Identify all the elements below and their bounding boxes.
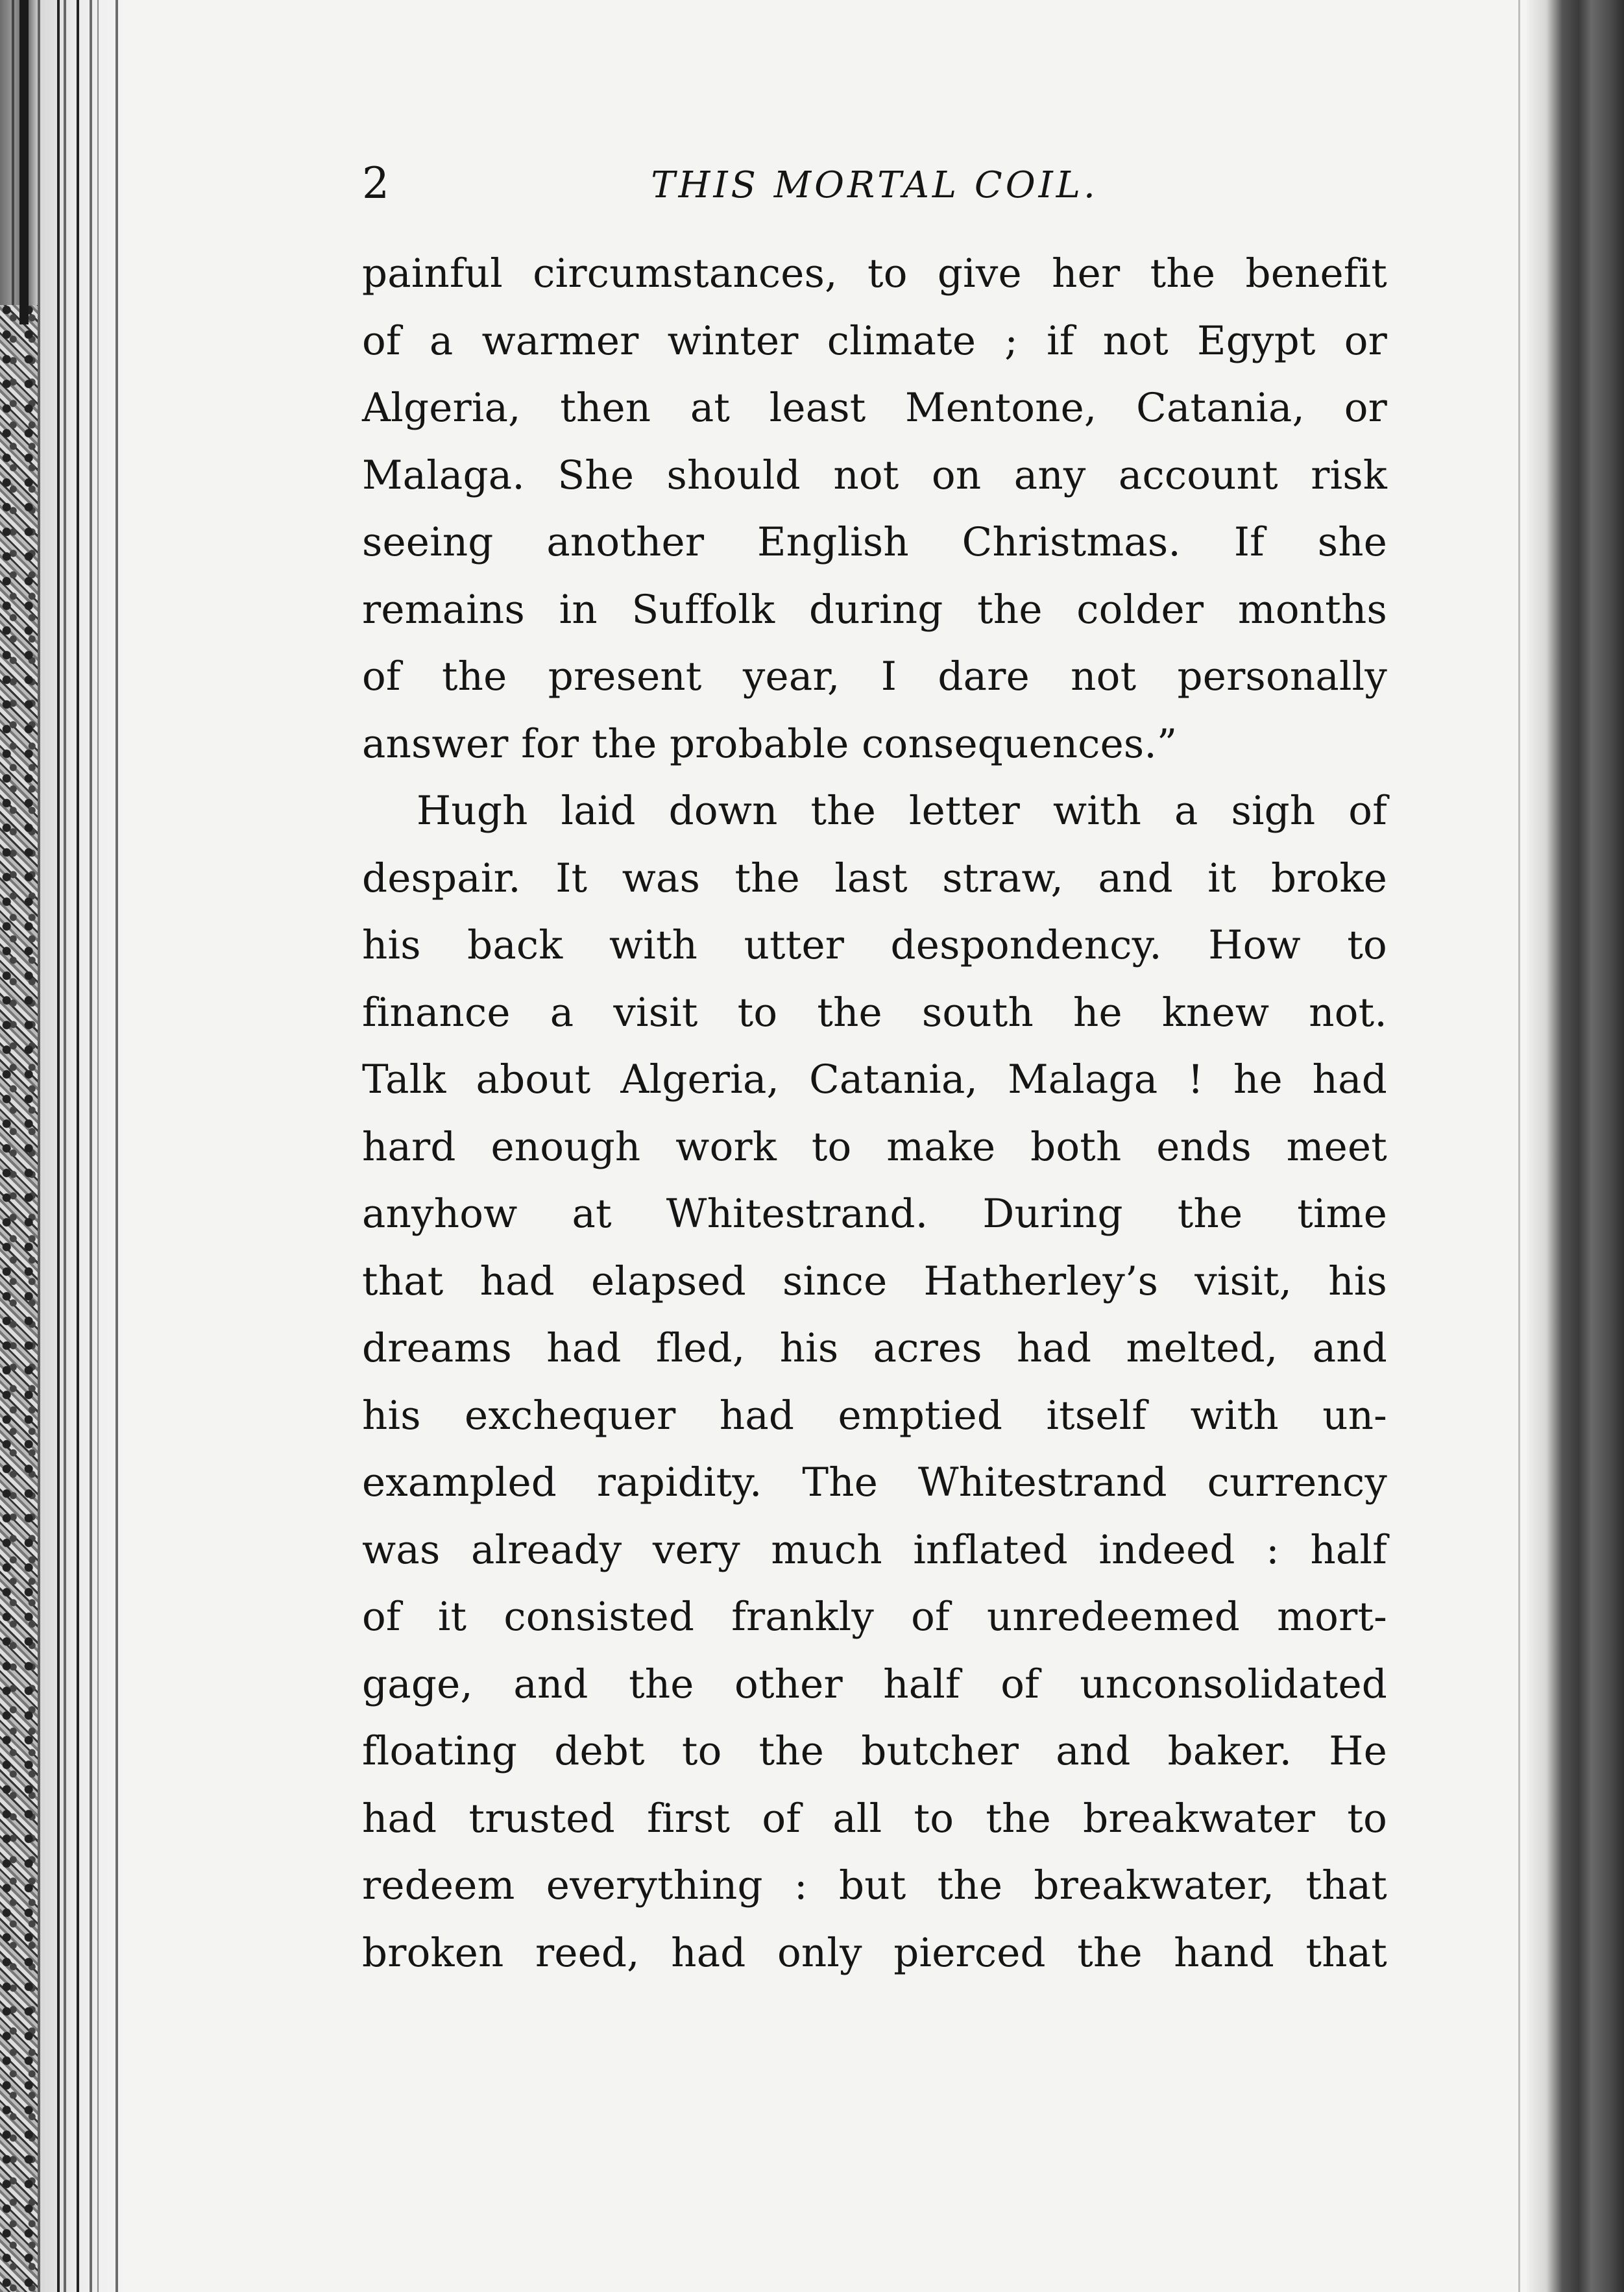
binding-rule-inner bbox=[97, 0, 99, 2292]
text-line: exampled rapidity. The Whitestrand currency bbox=[362, 1459, 1387, 1506]
text-line: floating debt to the butcher and baker. He bbox=[362, 1728, 1387, 1774]
text-line: was already very much inflated indeed : half bbox=[362, 1526, 1387, 1573]
text-line: painful circumstances, to give her the benefit bbox=[362, 250, 1387, 297]
text-line: seeing another English Christmas. If she bbox=[362, 519, 1387, 565]
text-line: his back with utter despondency. How to bbox=[362, 922, 1387, 968]
text-line: broken reed, had only pierced the hand that bbox=[362, 1929, 1387, 1976]
text-line: dreams had fled, his acres had melted, and bbox=[362, 1325, 1387, 1371]
text-line: remains in Suffolk during the colder months bbox=[362, 586, 1387, 633]
text-line: gage, and the other half of unconsolidated bbox=[362, 1661, 1387, 1707]
page-header bbox=[362, 158, 1387, 240]
text-line: hard enough work to make both ends meet bbox=[362, 1123, 1387, 1170]
text-line: Hugh laid down the letter with a sigh of bbox=[417, 788, 1387, 834]
book-page bbox=[362, 158, 1387, 1986]
text-line: finance a visit to the south he knew not. bbox=[362, 989, 1387, 1036]
gutter-shadow bbox=[19, 0, 29, 324]
marbled-page-edge bbox=[0, 305, 38, 2292]
fore-edge-shadow bbox=[1527, 0, 1624, 2292]
text-line: Talk about Algeria, Catania, Malaga ! he had bbox=[362, 1056, 1387, 1103]
binding-rule-left bbox=[57, 0, 60, 2292]
text-line: his exchequer had emptied itself with un- bbox=[362, 1392, 1387, 1439]
text-line: of it consisted frankly of unredeemed mort- bbox=[362, 1594, 1387, 1640]
page-number: 2 bbox=[362, 158, 389, 208]
text-line: redeem everything : but the breakwater, that bbox=[362, 1862, 1387, 1908]
page-fore-edge-line bbox=[1518, 0, 1520, 2292]
binding-rule-mid bbox=[77, 0, 79, 2292]
running-head: THIS MORTAL COIL. bbox=[651, 164, 1098, 206]
text-line: had trusted first of all to the breakwater to bbox=[362, 1795, 1387, 1842]
text-line: that had elapsed since Hatherley’s visit, his bbox=[362, 1258, 1387, 1304]
text-line: anyhow at Whitestrand. During the time bbox=[362, 1191, 1387, 1237]
text-line: despair. It was the last straw, and it broke bbox=[362, 855, 1387, 901]
text-line: Algeria, then at least Mentone, Catania, or bbox=[362, 385, 1387, 431]
body-text bbox=[362, 240, 1387, 1986]
text-line: Malaga. She should not on any account risk bbox=[362, 452, 1387, 498]
text-line: of a warmer winter climate ; if not Egypt or bbox=[362, 317, 1387, 364]
text-line: answer for the probable consequences.” bbox=[362, 720, 1178, 767]
text-line: of the present year, I dare not personally bbox=[362, 653, 1387, 700]
